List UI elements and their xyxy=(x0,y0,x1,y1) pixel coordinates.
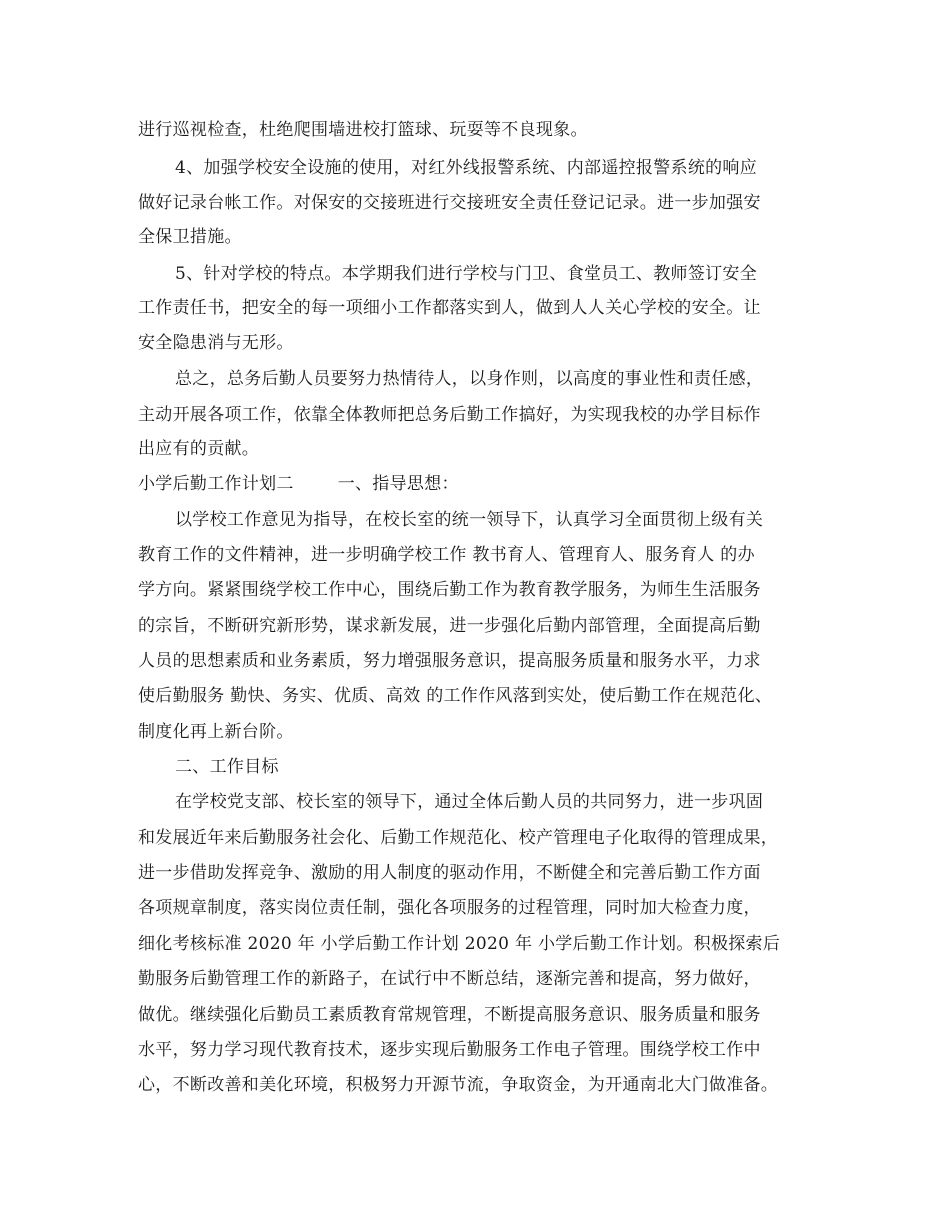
text-line: 的宗旨，不断研究新形势，谋求新发展，进一步强化后勤内部管理，全面提高后勤 xyxy=(138,616,761,636)
text-line: 工作责任书，把安全的每一项细小工作都落实到人，做到人人关心学校的安全。让 xyxy=(138,298,761,318)
text-line: 各项规章制度，落实岗位责任制，强化各项服务的过程管理，同时加大检查力度， xyxy=(138,898,761,918)
text-line: 做好记录台帐工作。对保安的交接班进行交接班安全责任登记记录。进一步加强安 xyxy=(138,193,761,213)
text-line: 4、加强学校安全设施的使用，对红外线报警系统、内部遥控报警系统的响应 xyxy=(175,158,758,178)
text-line: 进行巡视检查，杜绝爬围墙进校打篮球、玩耍等不良现象。 xyxy=(138,120,588,140)
text-line: 在学校党支部、校长室的领导下，通过全体后勤人员的共同努力，进一步巩固 xyxy=(175,792,764,812)
text-line: 学方向。紧紧围绕学校工作中心，围绕后勤工作为教育教学服务，为师生生活服务 xyxy=(138,580,761,600)
text-line: 做优。继续强化后勤员工素质教育常规管理，不断提高服务意识、服务质量和服务 xyxy=(138,1005,761,1025)
text-line: 心，不断改善和美化环境，积极努力开源节流，争取资金，为开通南北大门做准备。 xyxy=(138,1075,779,1095)
text-line: 使后勤服务 勤快、务实、优质、高效 的工作作风落到实处，使后勤工作在规范化、 xyxy=(138,686,773,706)
text-line: 细化考核标准 2020 年 小学后勤工作计划 2020 年 小学后勤工作计划。积极探索后 xyxy=(138,934,781,954)
subheading: 一、指导思想： xyxy=(337,474,459,494)
text-line: 和发展近年来后勤服务社会化、后勤工作规范化、校产管理电子化取得的管理成果， xyxy=(138,828,779,848)
text-line: 安全隐患消与无形。 xyxy=(138,333,294,353)
plan-title: 小学后勤工作计划二 xyxy=(138,474,294,494)
text-line: 以学校工作意见为指导，在校长室的统一领导下，认真学习全面贯彻上级有关 xyxy=(175,510,764,530)
subheading: 二、工作目标 xyxy=(175,757,279,777)
text-line: 5、针对学校的特点。本学期我们进行学校与门卫、食堂员工、教师签订安全 xyxy=(175,264,758,284)
text-line: 人员的思想素质和业务素质，努力增强服务意识，提高服务质量和服务水平，力求 xyxy=(138,651,761,671)
text-line: 进一步借助发挥竞争、激励的用人制度的驱动作用，不断健全和完善后勤工作方面 xyxy=(138,863,761,883)
section-heading xyxy=(138,474,828,494)
text-line: 全保卫措施。 xyxy=(138,227,242,247)
text-line: 水平，努力学习现代教育技术，逐步实现后勤服务工作电子管理。围绕学校工作中 xyxy=(138,1040,761,1060)
text-line: 教育工作的文件精神，进一步明确学校工作 教书育人、管理育人、服务育人 的办 xyxy=(138,545,755,565)
text-line: 总之，总务后勤人员要努力热情待人，以身作则，以高度的事业性和责任感， xyxy=(175,369,764,389)
text-line: 制度化再上新台阶。 xyxy=(138,722,294,742)
text-line: 主动开展各项工作，依靠全体教师把总务后勤工作搞好，为实现我校的办学目标作 xyxy=(138,405,761,425)
text-line: 勤服务后勤管理工作的新路子，在试行中不断总结，逐渐完善和提高，努力做好， xyxy=(138,969,761,989)
text-line: 出应有的贡献。 xyxy=(138,439,260,459)
